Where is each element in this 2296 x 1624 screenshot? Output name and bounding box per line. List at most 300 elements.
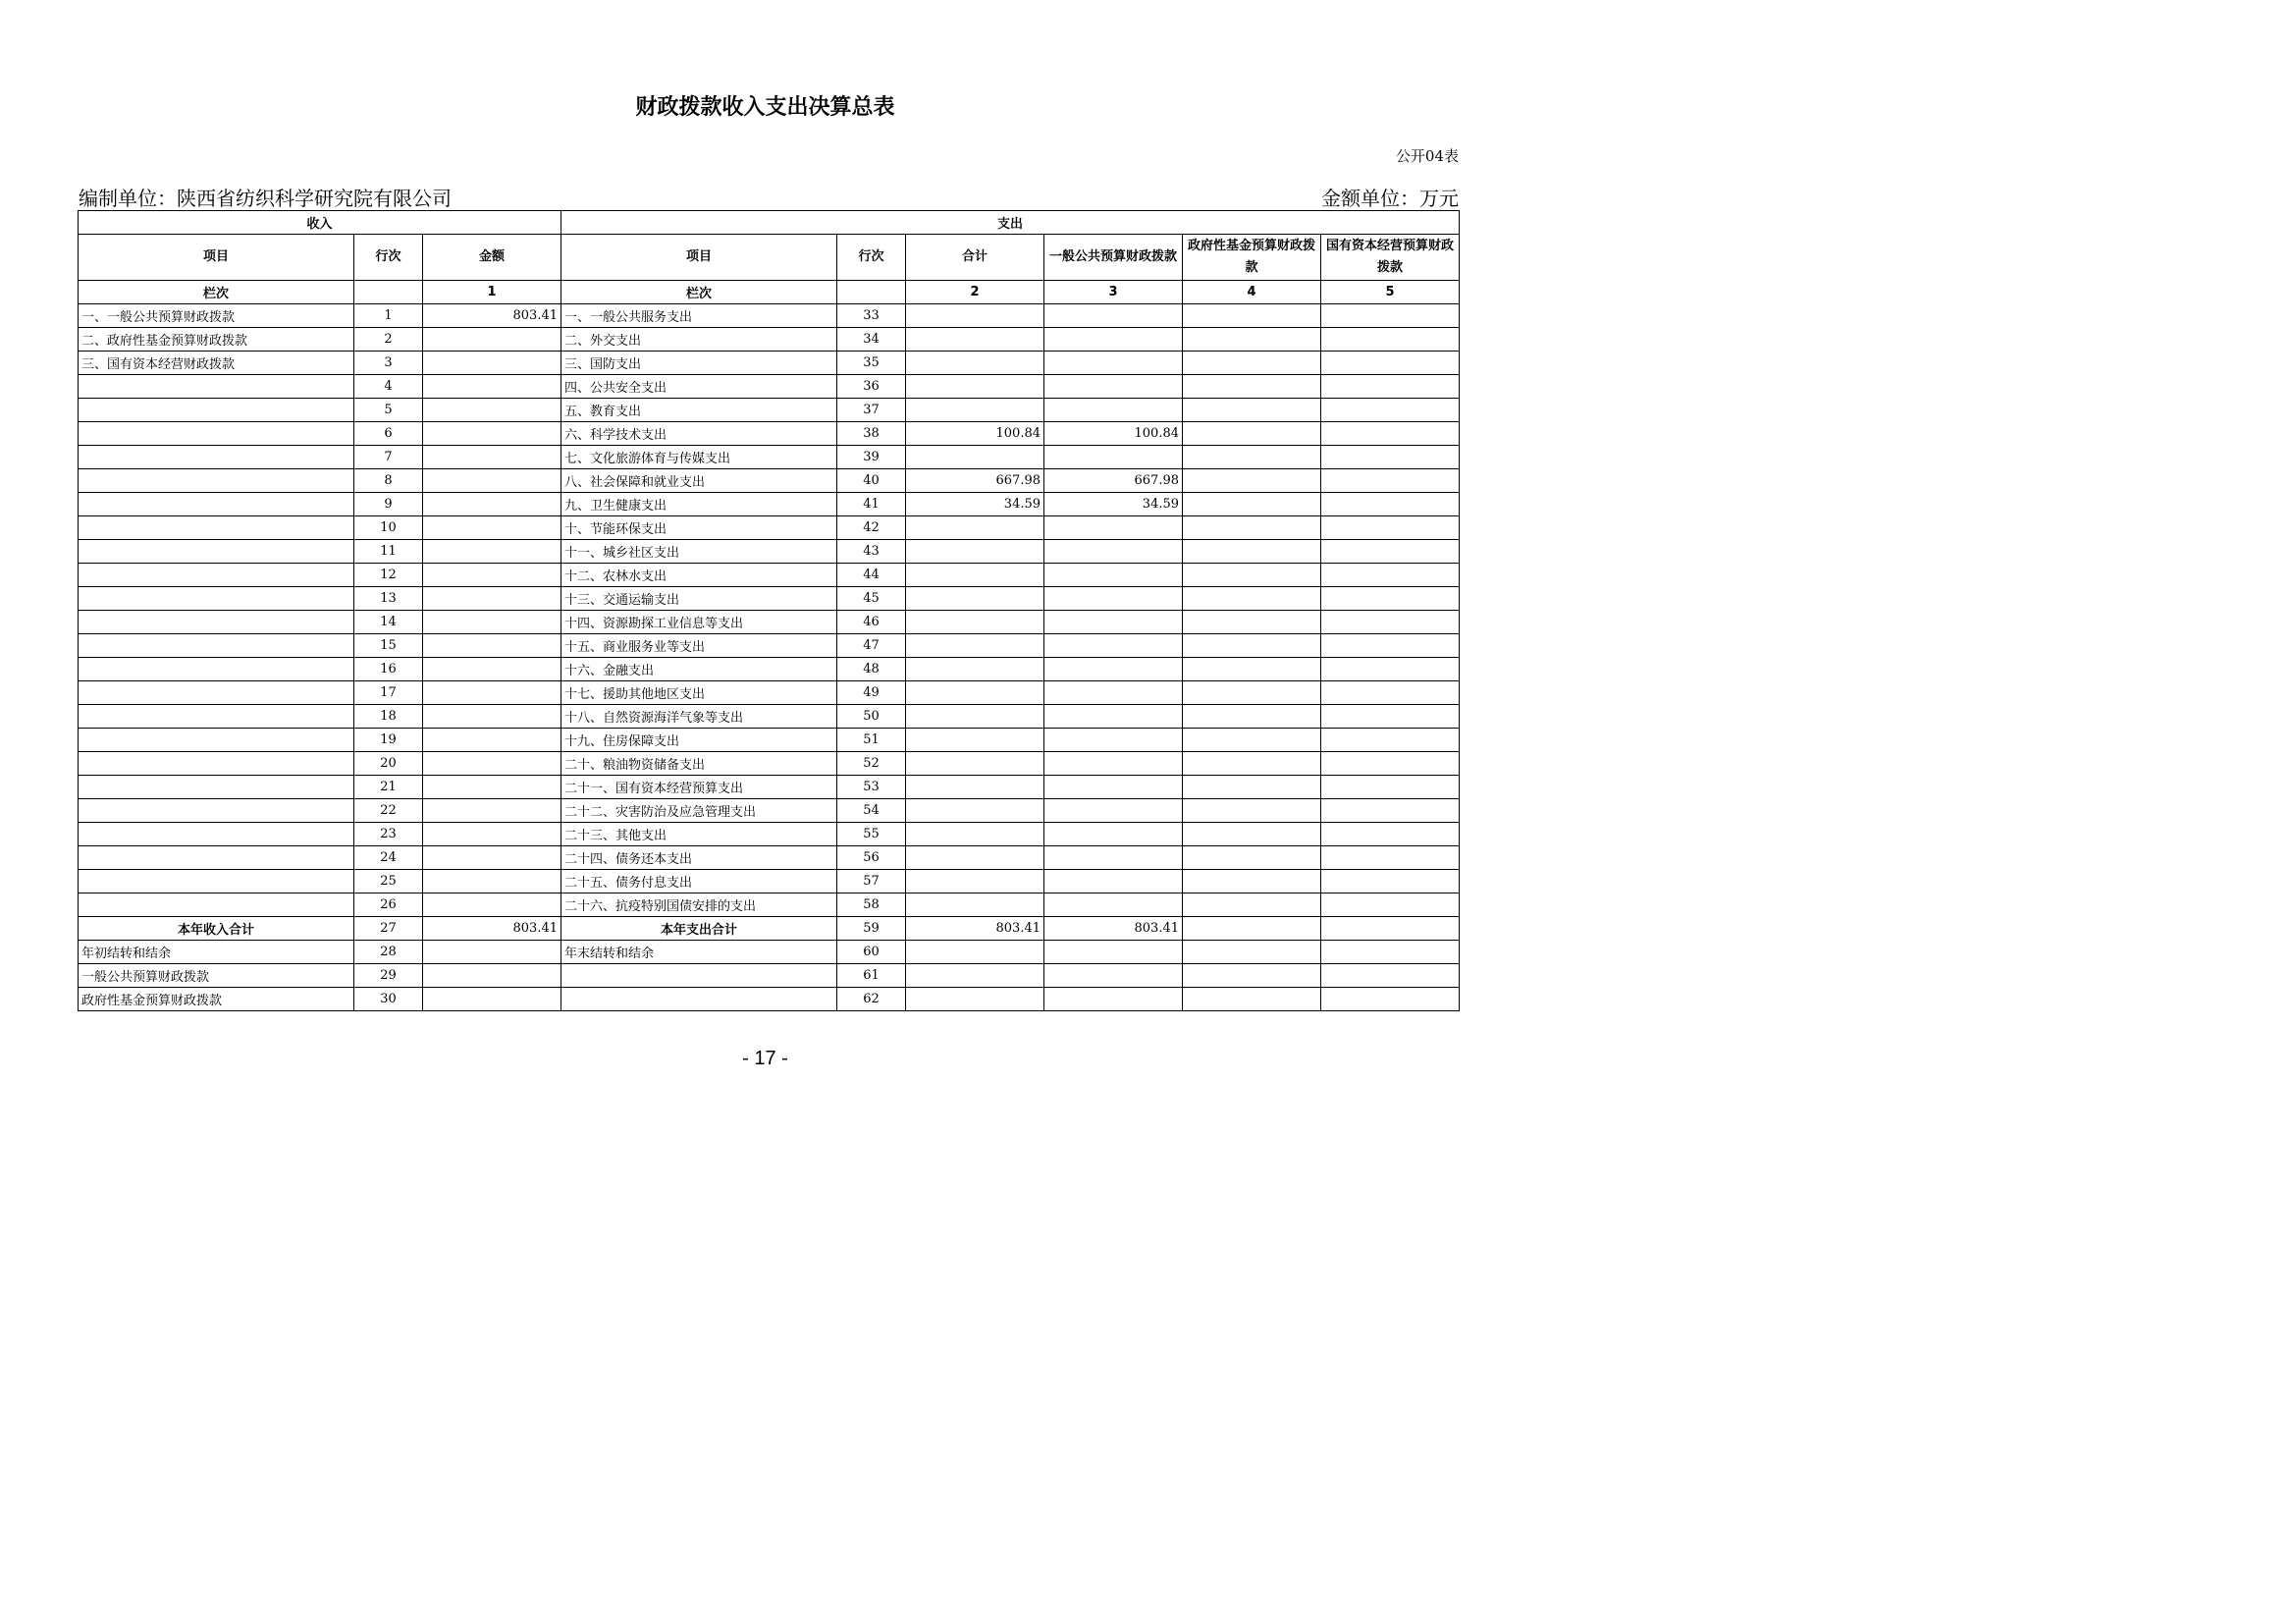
- table-row: [79, 493, 1460, 516]
- income-row-no-cell: 20: [354, 752, 423, 776]
- income-item-cell: [79, 469, 354, 493]
- expense-general-cell: [1044, 705, 1183, 729]
- expense-item-cell: 本年支出合计: [561, 917, 837, 941]
- expense-state-cell: [1321, 493, 1460, 516]
- expense-row-no-cell: 42: [837, 516, 906, 540]
- income-header: 收入: [79, 211, 561, 235]
- expense-state-cell: [1321, 846, 1460, 870]
- income-amount-cell: 803.41: [423, 917, 561, 941]
- income-amount-cell: [423, 988, 561, 1011]
- index-label-left: 栏次: [79, 281, 354, 304]
- income-amount-cell: [423, 846, 561, 870]
- expense-general-cell: [1044, 446, 1183, 469]
- income-item-cell: 二、政府性基金预算财政拨款: [79, 328, 354, 352]
- expense-total-cell: 100.84: [906, 422, 1044, 446]
- table-row: [79, 328, 1460, 352]
- expense-state-cell: [1321, 516, 1460, 540]
- income-row-no-cell: 29: [354, 964, 423, 988]
- expense-general-cell: [1044, 540, 1183, 564]
- income-row-no-cell: 24: [354, 846, 423, 870]
- income-item-cell: [79, 611, 354, 634]
- expense-row-no-cell: 34: [837, 328, 906, 352]
- income-item-cell: 本年收入合计: [79, 917, 354, 941]
- income-item-cell: [79, 776, 354, 799]
- expense-row-no-cell: 36: [837, 375, 906, 399]
- expense-fund-cell: [1183, 446, 1321, 469]
- expense-total-cell: 667.98: [906, 469, 1044, 493]
- income-item-cell: [79, 422, 354, 446]
- expense-total-cell: 34.59: [906, 493, 1044, 516]
- expense-state-cell: [1321, 705, 1460, 729]
- expense-fund-cell: [1183, 917, 1321, 941]
- table-row: [79, 658, 1460, 681]
- expense-general-cell: [1044, 634, 1183, 658]
- income-item-cell: [79, 799, 354, 823]
- income-item-cell: [79, 846, 354, 870]
- income-item-cell: 三、国有资本经营财政拨款: [79, 352, 354, 375]
- income-item-cell: 政府性基金预算财政拨款: [79, 988, 354, 1011]
- income-amount-cell: [423, 564, 561, 587]
- income-item-cell: [79, 446, 354, 469]
- income-item-cell: [79, 823, 354, 846]
- header-row-2: [79, 235, 1460, 281]
- expense-total-cell: [906, 893, 1044, 917]
- expense-item-cell: 二十四、债务还本支出: [561, 846, 837, 870]
- expense-total-cell: [906, 352, 1044, 375]
- table-row: [79, 469, 1460, 493]
- expense-fund-cell: [1183, 493, 1321, 516]
- expense-state-cell: [1321, 328, 1460, 352]
- expense-item-cell: [561, 988, 837, 1011]
- income-row-no-cell: 8: [354, 469, 423, 493]
- expense-fund-cell: [1183, 634, 1321, 658]
- expense-row-no-cell: 37: [837, 399, 906, 422]
- income-row-no-cell: 21: [354, 776, 423, 799]
- table-row: [79, 422, 1460, 446]
- table-row: [79, 681, 1460, 705]
- expense-fund-cell: [1183, 964, 1321, 988]
- expense-general-cell: [1044, 304, 1183, 328]
- expense-state-cell: [1321, 634, 1460, 658]
- expense-header: 支出: [561, 211, 1460, 235]
- expense-row-no-cell: 39: [837, 446, 906, 469]
- income-item-cell: [79, 870, 354, 893]
- income-amount-cell: [423, 658, 561, 681]
- expense-fund-cell: [1183, 422, 1321, 446]
- expense-row-no-cell: 45: [837, 587, 906, 611]
- expense-general-cell: 667.98: [1044, 469, 1183, 493]
- table-row: [79, 587, 1460, 611]
- expense-fund-cell: [1183, 587, 1321, 611]
- expense-general-cell: [1044, 964, 1183, 988]
- expense-general-cell: [1044, 681, 1183, 705]
- expense-item-cell: 二、外交支出: [561, 328, 837, 352]
- index-blank: [354, 281, 423, 304]
- income-item-cell: [79, 705, 354, 729]
- expense-fund-cell: [1183, 375, 1321, 399]
- income-amount-cell: [423, 752, 561, 776]
- expense-total-cell: [906, 516, 1044, 540]
- expense-item-cell: 二十五、债务付息支出: [561, 870, 837, 893]
- income-row-no-cell: 2: [354, 328, 423, 352]
- expense-row-no-cell: 49: [837, 681, 906, 705]
- income-item-cell: [79, 752, 354, 776]
- table-row: [79, 941, 1460, 964]
- expense-general-cell: 100.84: [1044, 422, 1183, 446]
- col-state: 国有资本经营预算财政拨款: [1321, 235, 1460, 281]
- expense-row-no-cell: 48: [837, 658, 906, 681]
- expense-general-cell: [1044, 658, 1183, 681]
- income-item-cell: [79, 587, 354, 611]
- expense-fund-cell: [1183, 729, 1321, 752]
- expense-general-cell: [1044, 328, 1183, 352]
- expense-state-cell: [1321, 964, 1460, 988]
- income-item-cell: 一、一般公共预算财政拨款: [79, 304, 354, 328]
- table-row: [79, 729, 1460, 752]
- income-amount-cell: [423, 328, 561, 352]
- expense-general-cell: [1044, 516, 1183, 540]
- expense-state-cell: [1321, 658, 1460, 681]
- income-row-no-cell: 3: [354, 352, 423, 375]
- expense-state-cell: [1321, 799, 1460, 823]
- expense-fund-cell: [1183, 846, 1321, 870]
- expense-item-cell: 二十一、国有资本经营预算支出: [561, 776, 837, 799]
- table-row: [79, 540, 1460, 564]
- table-row: [79, 564, 1460, 587]
- expense-general-cell: [1044, 823, 1183, 846]
- income-amount-cell: [423, 799, 561, 823]
- expense-item-cell: 五、教育支出: [561, 399, 837, 422]
- table-row: [79, 611, 1460, 634]
- income-item-cell: [79, 493, 354, 516]
- expense-state-cell: [1321, 917, 1460, 941]
- income-amount-cell: [423, 705, 561, 729]
- expense-fund-cell: [1183, 469, 1321, 493]
- expense-fund-cell: [1183, 681, 1321, 705]
- col-general: 一般公共预算财政拨款: [1044, 235, 1183, 281]
- expense-total-cell: [906, 681, 1044, 705]
- expense-total-cell: [906, 846, 1044, 870]
- income-amount-cell: 803.41: [423, 304, 561, 328]
- expense-row-no-cell: 55: [837, 823, 906, 846]
- expense-total-cell: [906, 964, 1044, 988]
- income-item-cell: [79, 681, 354, 705]
- col-row-no: 行次: [354, 235, 423, 281]
- col-expense-item: 项目: [561, 235, 837, 281]
- table-row: [79, 846, 1460, 870]
- expense-state-cell: [1321, 611, 1460, 634]
- expense-item-cell: 二十、粮油物资储备支出: [561, 752, 837, 776]
- income-item-cell: [79, 893, 354, 917]
- expense-item-cell: 七、文化旅游体育与传媒支出: [561, 446, 837, 469]
- table-row: [79, 799, 1460, 823]
- header-row-1: [79, 211, 1460, 235]
- expense-row-no-cell: 46: [837, 611, 906, 634]
- expense-row-no-cell: 52: [837, 752, 906, 776]
- expense-total-cell: [906, 752, 1044, 776]
- table-row: [79, 634, 1460, 658]
- expense-fund-cell: [1183, 776, 1321, 799]
- income-amount-cell: [423, 729, 561, 752]
- expense-fund-cell: [1183, 399, 1321, 422]
- expense-item-cell: 十五、商业服务业等支出: [561, 634, 837, 658]
- income-row-no-cell: 26: [354, 893, 423, 917]
- income-row-no-cell: 28: [354, 941, 423, 964]
- expense-general-cell: [1044, 587, 1183, 611]
- expense-general-cell: 34.59: [1044, 493, 1183, 516]
- index-4: 4: [1183, 281, 1321, 304]
- table-row: [79, 446, 1460, 469]
- page-number: - 17 -: [742, 1048, 788, 1069]
- income-amount-cell: [423, 681, 561, 705]
- income-amount-cell: [423, 352, 561, 375]
- income-amount-cell: [423, 493, 561, 516]
- expense-state-cell: [1321, 564, 1460, 587]
- expense-row-no-cell: 62: [837, 988, 906, 1011]
- expense-general-cell: [1044, 399, 1183, 422]
- expense-item-cell: 十四、资源勘探工业信息等支出: [561, 611, 837, 634]
- expense-state-cell: [1321, 375, 1460, 399]
- expense-row-no-cell: 43: [837, 540, 906, 564]
- income-amount-cell: [423, 399, 561, 422]
- table-row: [79, 776, 1460, 799]
- income-row-no-cell: 19: [354, 729, 423, 752]
- expense-row-no-cell: 47: [837, 634, 906, 658]
- expense-general-cell: [1044, 729, 1183, 752]
- expense-general-cell: [1044, 941, 1183, 964]
- expense-fund-cell: [1183, 870, 1321, 893]
- expense-item-cell: 九、卫生健康支出: [561, 493, 837, 516]
- expense-state-cell: [1321, 469, 1460, 493]
- expense-row-no-cell: 61: [837, 964, 906, 988]
- expense-total-cell: [906, 941, 1044, 964]
- expense-fund-cell: [1183, 823, 1321, 846]
- expense-item-cell: 四、公共安全支出: [561, 375, 837, 399]
- index-2: 2: [906, 281, 1044, 304]
- income-row-no-cell: 4: [354, 375, 423, 399]
- income-row-no-cell: 10: [354, 516, 423, 540]
- expense-total-cell: [906, 870, 1044, 893]
- expense-item-cell: 十九、住房保障支出: [561, 729, 837, 752]
- income-row-no-cell: 5: [354, 399, 423, 422]
- income-amount-cell: [423, 469, 561, 493]
- expense-total-cell: [906, 399, 1044, 422]
- income-amount-cell: [423, 446, 561, 469]
- expense-row-no-cell: 44: [837, 564, 906, 587]
- expense-item-cell: 二十二、灾害防治及应急管理支出: [561, 799, 837, 823]
- expense-general-cell: [1044, 776, 1183, 799]
- expense-total-cell: [906, 729, 1044, 752]
- table-row: [79, 352, 1460, 375]
- table-row: [79, 375, 1460, 399]
- expense-fund-cell: [1183, 893, 1321, 917]
- expense-general-cell: [1044, 611, 1183, 634]
- expense-row-no-cell: 35: [837, 352, 906, 375]
- col-total: 合计: [906, 235, 1044, 281]
- expense-total-cell: [906, 705, 1044, 729]
- income-amount-cell: [423, 893, 561, 917]
- expense-total-cell: [906, 304, 1044, 328]
- income-amount-cell: [423, 422, 561, 446]
- expense-fund-cell: [1183, 352, 1321, 375]
- expense-state-cell: [1321, 823, 1460, 846]
- financial-table: [78, 210, 1460, 1011]
- expense-general-cell: [1044, 870, 1183, 893]
- expense-fund-cell: [1183, 941, 1321, 964]
- income-item-cell: [79, 375, 354, 399]
- expense-item-cell: 二十六、抗疫特别国债安排的支出: [561, 893, 837, 917]
- expense-item-cell: 十七、援助其他地区支出: [561, 681, 837, 705]
- expense-state-cell: [1321, 422, 1460, 446]
- expense-row-no-cell: 60: [837, 941, 906, 964]
- expense-state-cell: [1321, 729, 1460, 752]
- income-item-cell: [79, 564, 354, 587]
- expense-fund-cell: [1183, 611, 1321, 634]
- income-row-no-cell: 22: [354, 799, 423, 823]
- expense-state-cell: [1321, 399, 1460, 422]
- income-item-cell: [79, 658, 354, 681]
- col-expense-row-no: 行次: [837, 235, 906, 281]
- expense-general-cell: [1044, 352, 1183, 375]
- income-item-cell: 一般公共预算财政拨款: [79, 964, 354, 988]
- income-row-no-cell: 17: [354, 681, 423, 705]
- expense-fund-cell: [1183, 516, 1321, 540]
- expense-state-cell: [1321, 540, 1460, 564]
- income-amount-cell: [423, 611, 561, 634]
- expense-total-cell: [906, 564, 1044, 587]
- expense-row-no-cell: 50: [837, 705, 906, 729]
- index-blank: [837, 281, 906, 304]
- income-amount-cell: [423, 870, 561, 893]
- expense-state-cell: [1321, 352, 1460, 375]
- income-item-cell: [79, 729, 354, 752]
- table-row: [79, 705, 1460, 729]
- amount-unit: 金额单位：万元: [1321, 187, 1459, 210]
- expense-item-cell: 二十三、其他支出: [561, 823, 837, 846]
- expense-total-cell: [906, 799, 1044, 823]
- income-item-cell: [79, 634, 354, 658]
- expense-total-cell: 803.41: [906, 917, 1044, 941]
- expense-general-cell: [1044, 752, 1183, 776]
- expense-state-cell: [1321, 446, 1460, 469]
- table-row: [79, 304, 1460, 328]
- col-amount: 金额: [423, 235, 561, 281]
- income-row-no-cell: 30: [354, 988, 423, 1011]
- compiling-unit: 编制单位：陕西省纺织科学研究院有限公司: [79, 187, 452, 210]
- income-row-no-cell: 23: [354, 823, 423, 846]
- expense-general-cell: [1044, 846, 1183, 870]
- income-amount-cell: [423, 776, 561, 799]
- expense-state-cell: [1321, 681, 1460, 705]
- expense-item-cell: 三、国防支出: [561, 352, 837, 375]
- expense-general-cell: [1044, 564, 1183, 587]
- expense-row-no-cell: 40: [837, 469, 906, 493]
- income-row-no-cell: 1: [354, 304, 423, 328]
- income-item-cell: [79, 540, 354, 564]
- income-row-no-cell: 7: [354, 446, 423, 469]
- expense-row-no-cell: 59: [837, 917, 906, 941]
- page-title: 财政拨款收入支出决算总表: [635, 95, 895, 120]
- expense-row-no-cell: 53: [837, 776, 906, 799]
- expense-item-cell: [561, 964, 837, 988]
- table-row: [79, 893, 1460, 917]
- expense-fund-cell: [1183, 564, 1321, 587]
- expense-state-cell: [1321, 988, 1460, 1011]
- table-row: [79, 823, 1460, 846]
- income-row-no-cell: 25: [354, 870, 423, 893]
- income-item-cell: [79, 399, 354, 422]
- index-1: 1: [423, 281, 561, 304]
- income-row-no-cell: 12: [354, 564, 423, 587]
- expense-row-no-cell: 54: [837, 799, 906, 823]
- expense-fund-cell: [1183, 328, 1321, 352]
- income-amount-cell: [423, 587, 561, 611]
- table-row: [79, 516, 1460, 540]
- expense-total-cell: [906, 823, 1044, 846]
- expense-row-no-cell: 51: [837, 729, 906, 752]
- expense-row-no-cell: 57: [837, 870, 906, 893]
- expense-item-cell: 年末结转和结余: [561, 941, 837, 964]
- income-item-cell: 年初结转和结余: [79, 941, 354, 964]
- table-row: [79, 988, 1460, 1011]
- expense-state-cell: [1321, 776, 1460, 799]
- expense-item-cell: 十六、金融支出: [561, 658, 837, 681]
- expense-general-cell: [1044, 375, 1183, 399]
- income-row-no-cell: 15: [354, 634, 423, 658]
- expense-item-cell: 十八、自然资源海洋气象等支出: [561, 705, 837, 729]
- expense-state-cell: [1321, 752, 1460, 776]
- index-label-right: 栏次: [561, 281, 837, 304]
- income-amount-cell: [423, 375, 561, 399]
- expense-row-no-cell: 58: [837, 893, 906, 917]
- expense-general-cell: 803.41: [1044, 917, 1183, 941]
- income-row-no-cell: 11: [354, 540, 423, 564]
- income-amount-cell: [423, 964, 561, 988]
- expense-total-cell: [906, 988, 1044, 1011]
- expense-row-no-cell: 56: [837, 846, 906, 870]
- expense-row-no-cell: 38: [837, 422, 906, 446]
- table-row: [79, 964, 1460, 988]
- income-row-no-cell: 9: [354, 493, 423, 516]
- expense-general-cell: [1044, 799, 1183, 823]
- expense-fund-cell: [1183, 658, 1321, 681]
- expense-total-cell: [906, 658, 1044, 681]
- income-row-no-cell: 18: [354, 705, 423, 729]
- income-row-no-cell: 27: [354, 917, 423, 941]
- expense-item-cell: 十、节能环保支出: [561, 516, 837, 540]
- table-row: [79, 752, 1460, 776]
- expense-total-cell: [906, 540, 1044, 564]
- expense-total-cell: [906, 375, 1044, 399]
- expense-item-cell: 八、社会保障和就业支出: [561, 469, 837, 493]
- col-fund: 政府性基金预算财政拨款: [1183, 235, 1321, 281]
- index-5: 5: [1321, 281, 1460, 304]
- expense-total-cell: [906, 328, 1044, 352]
- expense-total-cell: [906, 446, 1044, 469]
- expense-fund-cell: [1183, 799, 1321, 823]
- expense-total-cell: [906, 611, 1044, 634]
- expense-item-cell: 十一、城乡社区支出: [561, 540, 837, 564]
- index-3: 3: [1044, 281, 1183, 304]
- income-amount-cell: [423, 634, 561, 658]
- expense-item-cell: 十三、交通运输支出: [561, 587, 837, 611]
- income-row-no-cell: 16: [354, 658, 423, 681]
- table-row: [79, 870, 1460, 893]
- expense-total-cell: [906, 587, 1044, 611]
- income-amount-cell: [423, 540, 561, 564]
- expense-fund-cell: [1183, 988, 1321, 1011]
- income-item-cell: [79, 516, 354, 540]
